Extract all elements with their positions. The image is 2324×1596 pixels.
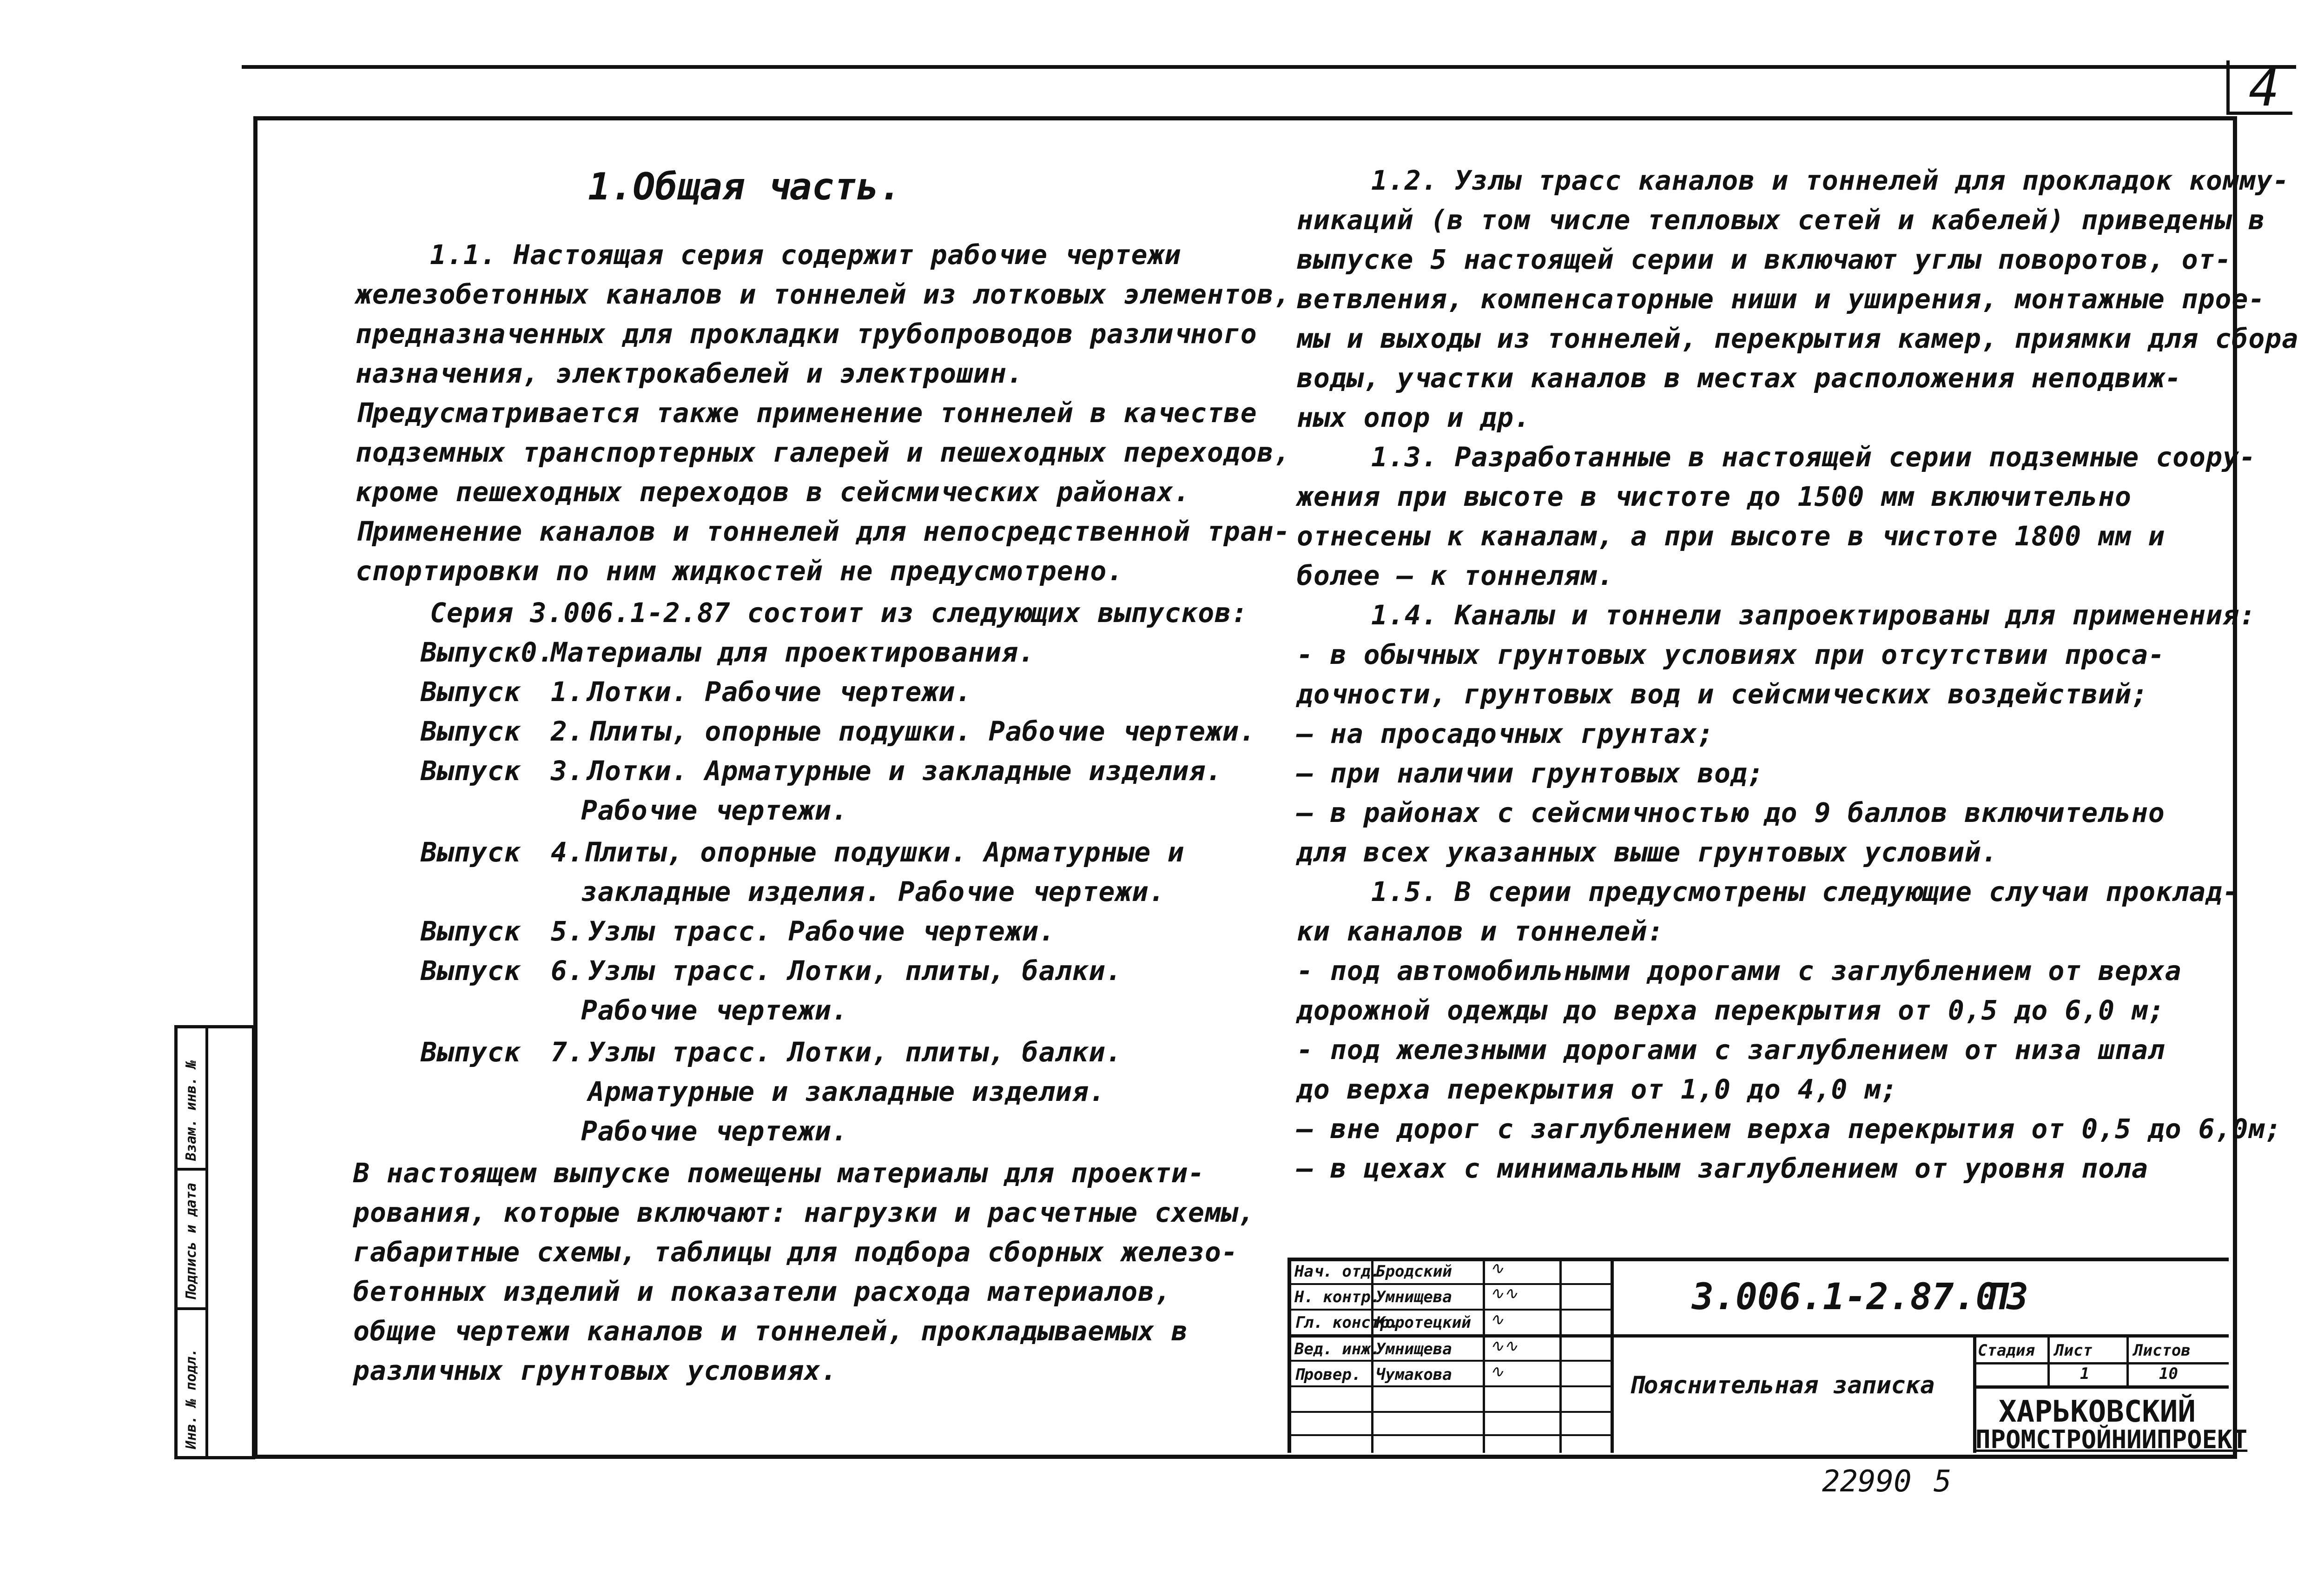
tb-sig-row-4 xyxy=(1287,1360,1613,1362)
signature-3: ∿ xyxy=(1490,1310,1504,1329)
signatory-role-2: Н. контр. xyxy=(1294,1288,1380,1306)
signature-5: ∿ xyxy=(1490,1362,1504,1381)
right-line-15: — на просадочных грунтах; xyxy=(1297,718,1714,749)
right-line-12: 1.4. Каналы и тоннели запроектированы для применения: xyxy=(1371,599,2256,631)
right-line-9: жения при высоте в чистоте до 1500 мм включительно xyxy=(1297,481,2132,512)
right-line-25: — вне дорог с заглублением верха перекрытия от 0,5 до 6,0м; xyxy=(1297,1113,2282,1145)
issue-3-number: 3. xyxy=(551,755,584,787)
left-line-2: железобетонных каналов и тоннелей из лотковых элементов, xyxy=(356,278,1291,310)
right-line-7: ных опор и др. xyxy=(1297,402,1531,433)
closing-line-4: бетонных изделий и показатели расхода материалов, xyxy=(353,1276,1172,1307)
right-line-21: - под автомобильными дорогами с заглублением от верха xyxy=(1297,955,2182,987)
stage-label: Стадия xyxy=(1978,1341,2035,1360)
tb-top-line xyxy=(1287,1258,2229,1261)
left-line-7: кроме пешеходных переходов в сейсмических районах. xyxy=(356,476,1190,508)
right-line-23: - под железными дорогами с заглублением от низа шпал xyxy=(1297,1034,2165,1066)
right-line-10: отнесены к каналам, а при высоте в чистоте 1800 мм и xyxy=(1297,520,2165,552)
issue-3-text-2: Рабочие чертежи. xyxy=(581,795,848,826)
issue-2-number: 2. xyxy=(551,715,584,747)
signature-2: ∿∿ xyxy=(1490,1284,1518,1303)
side-stamp-field-inv: Инв. № подл. xyxy=(183,1348,199,1449)
left-line-6: подземных транспортерных галерей и пешеходных переходов, xyxy=(356,437,1291,468)
issue-1-number: 1. xyxy=(551,676,584,708)
closing-line-2: рования, которые включают: нагрузки и расчетные схемы, xyxy=(353,1197,1255,1228)
tb-stage-value-line xyxy=(1973,1385,2229,1389)
sheet-number: 4 xyxy=(2249,58,2280,118)
tb-sig-row-5 xyxy=(1287,1385,1613,1387)
issue-7-text-2: Арматурные и закладные изделия. xyxy=(588,1076,1106,1107)
signatory-name-3: Коротецкий xyxy=(1376,1313,1471,1332)
signature-1: ∿ xyxy=(1490,1259,1504,1278)
document-code: 3.006.1-2.87.0 xyxy=(1692,1276,1998,1318)
tb-left-line xyxy=(1287,1258,1291,1453)
left-line-4: назначения, электрокабелей и электрошин. xyxy=(356,358,1023,389)
right-line-8: 1.3. Разработанные в настоящей серии подземные соору- xyxy=(1371,441,2256,473)
issue-4-text-1: Плиты, опорные подушки. Арматурные и xyxy=(583,836,1185,868)
issue-4-text-2: закладные изделия. Рабочие чертежи. xyxy=(581,876,1166,907)
right-line-17: — в районах с сейсмичностью до 9 баллов включительно xyxy=(1297,797,2165,828)
signatory-role-5: Провер. xyxy=(1294,1365,1361,1384)
right-line-4: ветвления, компенсаторные ниши и уширения, монтажные прое- xyxy=(1297,283,2265,315)
section-heading: 1.Общая часть. xyxy=(588,165,902,208)
issue-7-text-1: Узлы трасс. Лотки, плиты, балки. xyxy=(588,1036,1122,1068)
signatory-role-4: Вед. инж. xyxy=(1294,1340,1380,1358)
tb-stage-col-2 xyxy=(2126,1334,2129,1386)
document-type: ПЗ xyxy=(1985,1276,2028,1318)
right-line-6: воды, участки каналов в местах расположения неподвиж- xyxy=(1297,362,2182,394)
left-line-5: Предусматривается также применение тоннелей в качестве xyxy=(356,397,1257,429)
left-line-8: Применение каналов и тоннелей для непосредственной тран- xyxy=(356,516,1291,547)
issue-7-label: Выпуск xyxy=(421,1036,521,1068)
tb-sig-col-3 xyxy=(1559,1258,1562,1453)
side-stamp xyxy=(174,1025,255,1459)
signatory-name-5: Чумакова xyxy=(1376,1365,1452,1384)
sheets-value: 10 xyxy=(2159,1364,2178,1383)
right-line-11: более — к тоннелям. xyxy=(1297,560,1614,591)
right-line-13: - в обычных грунтовых условиях при отсутствии проса- xyxy=(1297,639,2165,670)
signatory-role-1: Нач. отд. xyxy=(1294,1262,1380,1281)
top-border-line xyxy=(242,65,2296,69)
issue-2-label: Выпуск xyxy=(421,715,521,747)
side-stamp-divider-2 xyxy=(178,1168,205,1171)
tb-sig-row-2 xyxy=(1287,1309,1613,1311)
organization-line-2: ПРОМСТРОЙНИИПРОЕКТ xyxy=(1975,1425,2248,1454)
left-line-1: 1.1. Настоящая серия содержит рабочие чертежи xyxy=(430,239,1182,271)
closing-line-6: различных грунтовых условиях. xyxy=(353,1355,838,1386)
right-line-24: до верха перекрытия от 1,0 до 4,0 м; xyxy=(1297,1073,1898,1105)
sheets-label: Листов xyxy=(2133,1341,2191,1360)
right-line-5: мы и выходы из тоннелей, перекрытия камер, приямки для сбора xyxy=(1297,323,2299,354)
side-stamp-divider-1 xyxy=(205,1028,208,1456)
right-line-20: ки каналов и тоннелей: xyxy=(1297,915,1664,947)
tb-stage-col-1 xyxy=(2047,1334,2050,1386)
tb-sig-row-7 xyxy=(1287,1434,1613,1436)
closing-line-3: габаритные схемы, таблицы для подбора сборных железо- xyxy=(353,1236,1238,1268)
signatory-name-4: Умнищева xyxy=(1376,1340,1452,1358)
tb-sig-col-4 xyxy=(1611,1258,1614,1453)
right-line-18: для всех указанных выше грунтовых условий. xyxy=(1297,836,1998,868)
right-line-2: никаций (в том числе тепловых сетей и кабелей) приведены в xyxy=(1297,204,2265,236)
issue-6-number: 6. xyxy=(551,955,584,987)
closing-line-5: общие чертежи каналов и тоннелей, прокладываемых в xyxy=(353,1315,1188,1347)
side-stamp-divider-3 xyxy=(178,1307,205,1310)
side-stamp-field-replace: Взам. инв. № xyxy=(183,1060,199,1161)
issue-3-text-1: Лотки. Арматурные и закладные изделия. xyxy=(588,755,1222,787)
issue-6-text-2: Рабочие чертежи. xyxy=(581,994,848,1026)
right-line-1: 1.2. Узлы трасс каналов и тоннелей для прокладок комму- xyxy=(1371,165,2290,196)
issue-1-label: Выпуск xyxy=(421,676,521,708)
right-line-14: дочности, грунтовых вод и сейсмических воздействий; xyxy=(1297,678,2148,710)
series-intro: Серия 3.006.1-2.87 состоит из следующих выпусков: xyxy=(430,597,1248,629)
tb-sig-row-6 xyxy=(1287,1411,1613,1413)
signatory-name-1: Бродский xyxy=(1376,1262,1452,1281)
archive-number: 22990 xyxy=(1822,1464,1912,1499)
issue-5-number: 5. xyxy=(551,915,584,947)
issue-2-text: Плиты, опорные подушки. Рабочие чертежи. xyxy=(588,715,1256,747)
tb-sig-row-3 xyxy=(1287,1334,2229,1338)
right-line-22: дорожной одежды до верха перекрытия от 0,5 до 6,0 м; xyxy=(1297,994,2165,1026)
right-line-19: 1.5. В серии предусмотрены следующие случаи проклад- xyxy=(1371,876,2239,907)
issue-6-text-1: Узлы трасс. Лотки, плиты, балки. xyxy=(588,955,1122,987)
issue-5-text: Узлы трасс. Рабочие чертежи. xyxy=(588,915,1056,947)
issue-5-label: Выпуск xyxy=(421,915,521,947)
tb-sig-row-1 xyxy=(1287,1283,1613,1285)
sheet-label: Лист xyxy=(2054,1341,2093,1360)
issue-4-number: 4. xyxy=(551,836,584,868)
issue-3-label: Выпуск xyxy=(421,755,521,787)
closing-line-1: В настоящем выпуске помещены материалы для проекти- xyxy=(353,1157,1205,1189)
issue-0-label: Выпуск0. xyxy=(421,636,555,668)
issue-0-text: Материалы для проектирования. xyxy=(551,636,1035,668)
right-line-26: — в цехах с минимальным заглублением от уровня пола xyxy=(1297,1152,2148,1184)
left-line-9: спортировки по ним жидкостей не предусмотрено. xyxy=(356,555,1124,587)
issue-7-number: 7. xyxy=(551,1036,584,1068)
tb-sig-col-2 xyxy=(1483,1258,1485,1453)
document-title: Пояснительная записка xyxy=(1629,1371,1935,1399)
sheet-value: 1 xyxy=(2080,1364,2090,1383)
issue-6-label: Выпуск xyxy=(421,955,521,987)
left-line-3: предназначенных для прокладки трубопроводов различного xyxy=(356,318,1257,350)
tb-stage-header-line xyxy=(1973,1362,2229,1364)
issue-7-text-3: Рабочие чертежи. xyxy=(581,1115,848,1147)
signature-4: ∿∿ xyxy=(1490,1337,1518,1356)
issue-4-label: Выпуск xyxy=(421,836,521,868)
issue-1-text: Лотки. Рабочие чертежи. xyxy=(588,676,972,708)
organization-line-1: ХАРЬКОВСКИЙ xyxy=(1999,1395,2196,1429)
signatory-role-3: Гл. констр. xyxy=(1294,1313,1400,1332)
right-line-3: выпуске 5 настоящей серии и включают углы поворотов, от- xyxy=(1297,244,2232,275)
side-stamp-field-sign: Подпись и дата xyxy=(183,1183,199,1300)
right-line-16: — при наличии грунтовых вод; xyxy=(1297,757,1764,789)
footer-page: 5 xyxy=(1934,1464,1952,1499)
signatory-name-2: Умнищева xyxy=(1376,1288,1452,1306)
